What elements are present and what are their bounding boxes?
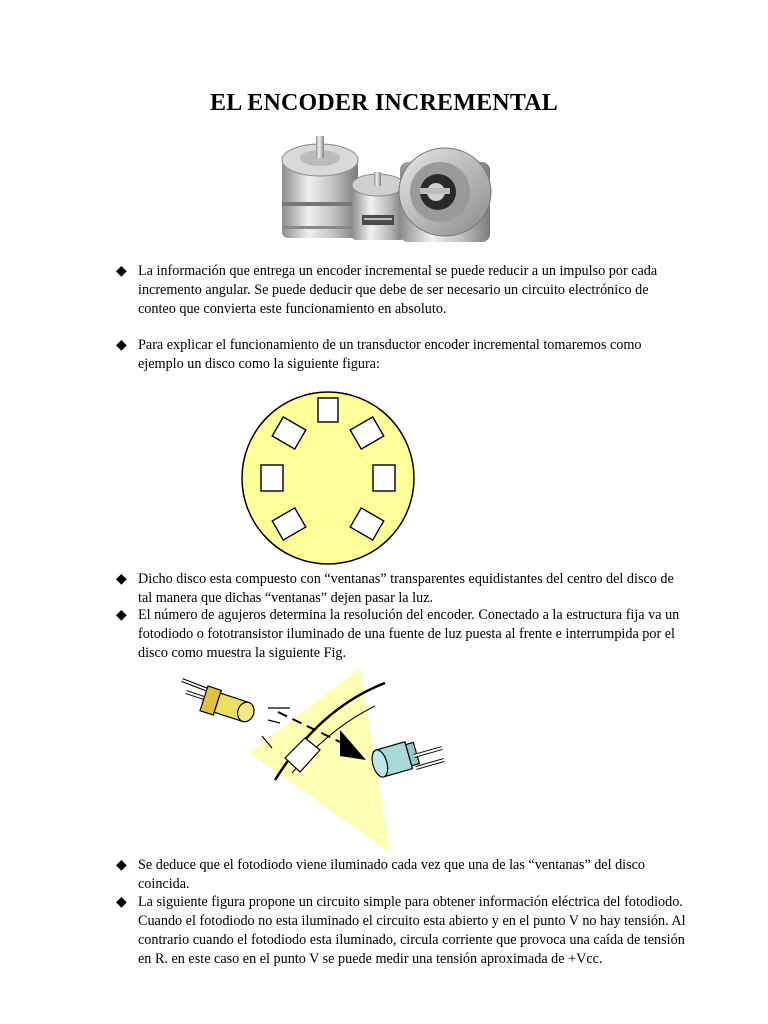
paragraph-text: Se deduce que el fotodiodo viene iluminado cada vez que una de las “ventanas” del disco coincida.: [138, 857, 646, 892]
diamond-bullet-icon: ◆: [116, 571, 127, 587]
diamond-bullet-icon: ◆: [116, 607, 127, 623]
paragraph-1: [116, 262, 686, 319]
page-title: EL ENCODER INCREMENTAL: [209, 90, 558, 116]
led-photodiode-figure: [180, 668, 450, 853]
paragraph-3: [116, 570, 686, 608]
encoder-disk-figure: [238, 388, 418, 568]
diamond-bullet-icon: ◆: [116, 263, 127, 279]
paragraph-text: El número de agujeros determina la resolución del encoder. Conectado a la estructura fija va un fotodiodo o fototransistor iluminado de una fuente de luz puesta al frente e interrumpida por el disco como muestra la siguiente Fig.: [138, 607, 680, 661]
diamond-bullet-icon: ◆: [116, 894, 127, 910]
paragraph-5: [116, 856, 686, 894]
paragraph-text: Para explicar el funcionamiento de un transductor encoder incremental tomaremos como ejemplo un disco como la siguiente figura:: [138, 337, 642, 372]
paragraph-4: [116, 606, 686, 663]
paragraph-2: [116, 336, 686, 374]
paragraph-6: [116, 893, 686, 969]
paragraph-text: La información que entrega un encoder incremental se puede reducir a un impulso por cada incremento angular. Se puede deducir que debe de ser necesario un circuito electrónico de conteo que convierta este funcionamiento en absoluto.: [138, 263, 658, 317]
encoders-photo: [270, 130, 500, 250]
paragraph-text: La siguiente figura propone un circuito simple para obtener información eléctrica del fotodiodo. Cuando el fotodiodo no esta iluminado el circuito esta abierto y en el punto V no hay tensión. Al contrario cuando el fotodiodo esta iluminado, circula corriente que provoca una caída de tensión en R. en este caso en el punto V se puede medir una tensión aproximada de +Vcc.: [138, 894, 686, 967]
diamond-bullet-icon: ◆: [116, 337, 127, 353]
paragraph-text: Dicho disco esta compuesto con “ventanas” transparentes equidistantes del centro del disco de tal manera que dichas “ventanas” dejen pasar la luz.: [138, 571, 674, 606]
diamond-bullet-icon: ◆: [116, 857, 127, 873]
